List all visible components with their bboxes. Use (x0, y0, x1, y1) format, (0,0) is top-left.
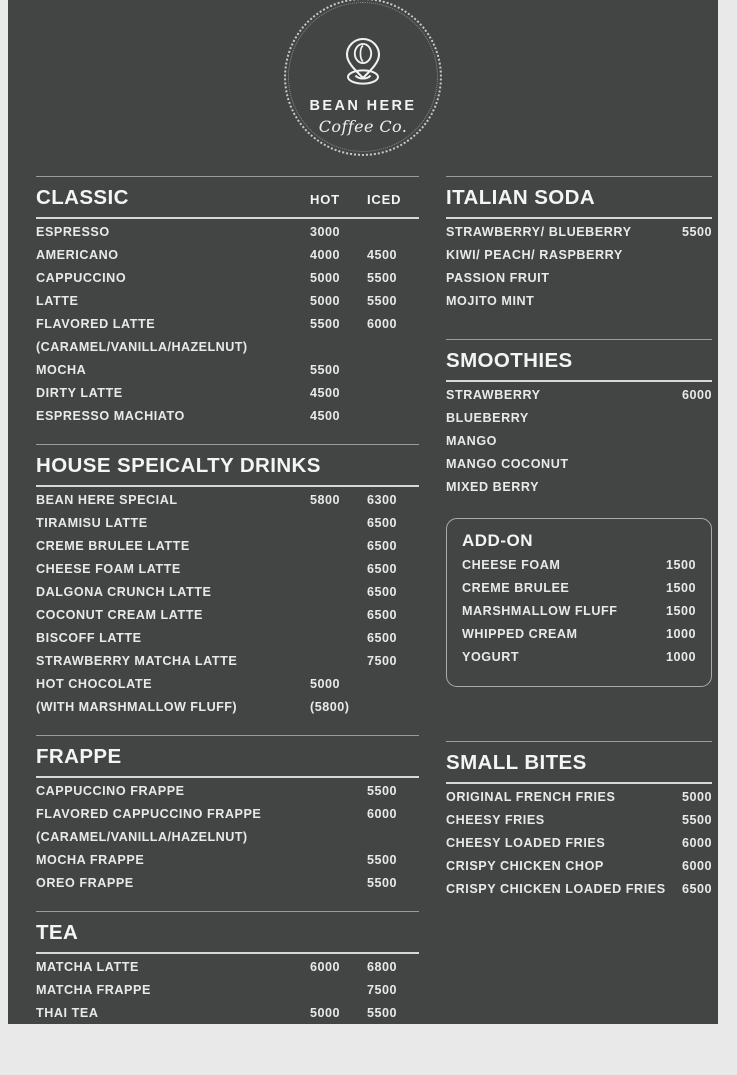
item-price: 1000 (665, 650, 696, 664)
section-spacer (446, 705, 712, 741)
item-name: FLAVORED CAPPUCCINO FRAPPE (36, 807, 262, 821)
menu-row (36, 363, 419, 386)
menu-row (462, 604, 696, 627)
item-name: CRISPY CHICKEN CHOP (446, 859, 604, 873)
section-small-bites (446, 741, 712, 905)
item-name: DIRTY LATTE (36, 386, 123, 400)
section-rule-bottom (446, 782, 712, 784)
section-title-italian-soda: ITALIAN SODA (446, 186, 596, 209)
item-price-iced: 6300 (367, 493, 398, 507)
add-on-box (446, 518, 712, 687)
section-spacer (36, 901, 419, 911)
menu-row (36, 631, 419, 654)
section-spacer (446, 319, 712, 339)
menu-row (446, 480, 712, 503)
menu-row (36, 539, 419, 562)
menu-row (36, 677, 419, 700)
item-name: FLAVORED LATTE (36, 317, 156, 331)
menu-row (36, 386, 419, 409)
menu-row (36, 654, 419, 677)
menu-rows-classic (36, 225, 419, 432)
item-price-hot: 4500 (310, 409, 341, 423)
item-name: WHIPPED CREAM (462, 627, 578, 641)
logo-script-name: Coffee Co. (318, 116, 408, 136)
menu-row (36, 960, 419, 983)
menu-row (446, 434, 712, 457)
item-name: OREO FRAPPE (36, 876, 134, 890)
menu-row (36, 983, 419, 1006)
item-price-hot: 5000 (310, 1006, 341, 1020)
item-price-iced: 7500 (367, 983, 398, 997)
item-name: MATCHA FRAPPE (36, 983, 151, 997)
menu-row-variant-note (36, 830, 419, 853)
section-rule-top (446, 741, 712, 742)
section-header (446, 349, 712, 373)
section-title-house-specialty: HOUSE SPEICALTY DRINKS (36, 454, 321, 477)
item-price-hot: 5800 (310, 493, 341, 507)
menu-rows-tea (36, 960, 419, 1075)
menu-row (36, 784, 419, 807)
logo-brand-name: BEAN HERE (309, 97, 417, 114)
menu-row (36, 516, 419, 539)
section-smoothies (446, 339, 712, 503)
item-name: MANGO (446, 434, 498, 448)
menu-row (36, 853, 419, 876)
item-price: 6000 (681, 836, 712, 850)
item-name: CREME BRULEE LATTE (36, 539, 190, 553)
menu-row (446, 271, 712, 294)
item-name: STRAWBERRY MATCHA LATTE (36, 654, 238, 668)
menu-row-variant-note (36, 340, 419, 363)
section-house-specialty (36, 444, 419, 723)
section-rule-top (36, 444, 419, 445)
item-name: BISCOFF LATTE (36, 631, 142, 645)
item-name: CAPPUCCINO FRAPPE (36, 784, 185, 798)
item-price: 1500 (665, 581, 696, 595)
menu-row (36, 1052, 419, 1075)
logo-dotted-ring-inner (288, 2, 438, 152)
item-name: BEAN HERE SPECIAL (36, 493, 178, 507)
section-header (446, 186, 712, 210)
section-rule-bottom (36, 952, 419, 954)
brand-logo (8, 0, 718, 162)
item-price: 6500 (681, 882, 712, 896)
menu-row (462, 627, 696, 650)
item-price-iced: 6500 (367, 631, 398, 645)
item-name: (CARAMEL/VANILLA/HAZELNUT) (36, 340, 248, 354)
menu-row (36, 317, 419, 340)
item-name: (WITH MARSHMALLOW FLUFF) (36, 700, 238, 714)
item-name: MIXED BERRY (446, 480, 540, 494)
item-name: CREME BRULEE (462, 581, 570, 595)
item-price-iced: 6000 (367, 317, 398, 331)
item-price-iced: 6500 (367, 608, 398, 622)
item-price-hot: 5500 (310, 363, 341, 377)
item-name: MARSHMALLOW FLUFF (462, 604, 618, 618)
menu-rows-house-specialty (36, 493, 419, 723)
item-name: (CARAMEL/VANILLA/HAZELNUT) (36, 830, 248, 844)
logo-circle (284, 0, 442, 156)
menu-row (36, 585, 419, 608)
item-price-hot: 5000 (310, 677, 341, 691)
item-name: BLUEBERRY (446, 411, 529, 425)
menu-row (36, 271, 419, 294)
menu-row (446, 411, 712, 434)
menu-row (36, 294, 419, 317)
section-rule-bottom (446, 380, 712, 382)
item-name: CAPPUCCINO (36, 271, 127, 285)
item-price-iced: 6500 (367, 585, 398, 599)
menu-row (446, 294, 712, 317)
item-price-hot: 4500 (310, 386, 341, 400)
menu-row (36, 225, 419, 248)
section-rule-top (446, 339, 712, 340)
item-name: DIY TEA POT (36, 1052, 121, 1066)
section-title-frappe: FRAPPE (36, 745, 122, 768)
item-price-hot: 4000 (310, 248, 341, 262)
item-name: CRISPY CHICKEN LOADED FRIES (446, 882, 666, 896)
item-price-hot: (5800) (310, 700, 350, 714)
section-title-small-bites: SMALL BITES (446, 751, 587, 774)
section-tea (36, 911, 419, 1075)
item-price: 5500 (681, 813, 712, 827)
item-name: ORIGINAL FRENCH FRIES (446, 790, 616, 804)
item-name: ESPRESSO (36, 225, 110, 239)
menu-row (36, 807, 419, 830)
menu-row (446, 813, 712, 836)
section-title-classic: CLASSIC (36, 186, 129, 209)
menu-row (446, 859, 712, 882)
section-header (36, 745, 419, 769)
menu-row (36, 409, 419, 432)
item-name: COCONUT CREAM LATTE (36, 608, 203, 622)
section-title-smoothies: SMOOTHIES (446, 349, 573, 372)
item-name: KIWI/ PEACH/ RASPBERRY (446, 248, 623, 262)
item-price-hot: 5500 (310, 317, 341, 331)
menu-rows-add-on (462, 558, 696, 673)
section-rule-top (36, 911, 419, 912)
section-title-tea: TEA (36, 921, 79, 944)
item-name: CHEESE FOAM (462, 558, 561, 572)
item-name: MOCHA FRAPPE (36, 853, 145, 867)
item-name: PASSION FRUIT (446, 271, 550, 285)
item-price-iced: 6500 (367, 539, 398, 553)
item-price-hot: 6000 (310, 960, 341, 974)
item-price-hot: 5000 (310, 294, 341, 308)
item-price-iced: 5500 (367, 1006, 398, 1020)
section-spacer (36, 725, 419, 735)
menu-rows-smoothies (446, 388, 712, 503)
menu-row (36, 493, 419, 516)
section-header (446, 751, 712, 775)
item-price-iced: 5500 (367, 876, 398, 890)
section-header (36, 921, 419, 945)
item-name: DALGONA CRUNCH LATTE (36, 585, 212, 599)
item-name: AMERICANO (36, 248, 119, 262)
menu-row (36, 248, 419, 271)
section-rule-bottom (36, 776, 419, 778)
item-name: MOJITO MINT (446, 294, 535, 308)
menu-row (36, 608, 419, 631)
item-price-hot: 3000 (310, 225, 341, 239)
menu-row (446, 225, 712, 248)
menu-columns (8, 176, 718, 1066)
item-name: LATTE (36, 294, 79, 308)
item-price-hot: 5000 (310, 271, 341, 285)
menu-row (36, 876, 419, 899)
item-price-iced: 5500 (367, 271, 398, 285)
item-price-iced: 5500 (367, 784, 398, 798)
menu-column-left (36, 176, 419, 1066)
item-price-iced: 5500 (367, 853, 398, 867)
item-price-iced: 6500 (367, 562, 398, 576)
section-rule-bottom (446, 217, 712, 219)
menu-rows-frappe (36, 784, 419, 899)
menu-row (446, 248, 712, 271)
menu-rows-small-bites (446, 790, 712, 905)
item-name: YOGURT (462, 650, 520, 664)
menu-row (446, 882, 712, 905)
item-name: TIRAMISU LATTE (36, 516, 148, 530)
section-rule-bottom (36, 217, 419, 219)
menu-row (36, 1006, 419, 1029)
item-price-iced: 5500 (367, 1029, 398, 1043)
item-price-iced: 6000 (367, 807, 398, 821)
item-name: CHEESY LOADED FRIES (446, 836, 606, 850)
item-price: 1000 (665, 627, 696, 641)
item-price-iced: 5500 (367, 294, 398, 308)
item-price-iced: 6800 (367, 960, 398, 974)
section-title-add-on: ADD-ON (462, 531, 533, 550)
column-header-hot: HOT (310, 192, 340, 207)
item-name: STRAWBERRY/ BLUEBERRY (446, 225, 632, 239)
section-rule-bottom (36, 485, 419, 487)
item-name: MATCHA LATTE (36, 960, 139, 974)
item-name: MOCHA (36, 363, 87, 377)
menu-row (446, 790, 712, 813)
section-spacer (36, 434, 419, 444)
menu-row (446, 457, 712, 480)
item-price: 6000 (681, 388, 712, 402)
item-name: THAI TEA (36, 1006, 99, 1020)
item-price-iced: 7500 (367, 654, 398, 668)
menu-row (462, 558, 696, 581)
item-price-iced: 6500 (367, 516, 398, 530)
item-price: 6000 (681, 859, 712, 873)
menu-rows-italian-soda (446, 225, 712, 317)
item-name: CHEESE FOAM LATTE (36, 562, 181, 576)
section-header (36, 186, 419, 210)
item-price: 1500 (665, 604, 696, 618)
item-name: STRAWBERRY (446, 388, 541, 402)
menu-row (462, 581, 696, 604)
menu-row (446, 388, 712, 411)
menu-row (36, 562, 419, 585)
item-price: 5500 (681, 225, 712, 239)
item-price: 5000 (681, 790, 712, 804)
item-name: ESPRESSO MACHIATO (36, 409, 185, 423)
item-name: CHEESY FRIES (446, 813, 545, 827)
item-price-iced: 4500 (367, 248, 398, 262)
item-name: HOT CHOCOLATE (36, 677, 153, 691)
item-price: 1500 (665, 558, 696, 572)
item-name: ICE LEMON TEA (36, 1029, 142, 1043)
section-rule-top (36, 176, 419, 177)
section-rule-top (36, 735, 419, 736)
section-frappe (36, 735, 419, 899)
menu-row (462, 650, 696, 673)
section-classic (36, 176, 419, 432)
menu-row (446, 836, 712, 859)
menu-column-right (446, 176, 712, 1024)
menu-row-variant-note (36, 700, 419, 723)
item-name: MANGO COCONUT (446, 457, 569, 471)
section-italian-soda (446, 176, 712, 317)
menu-page (8, 0, 718, 1066)
column-header-iced: ICED (367, 192, 402, 207)
menu-row (36, 1029, 419, 1052)
section-rule-top (446, 176, 712, 177)
section-header (36, 454, 419, 478)
